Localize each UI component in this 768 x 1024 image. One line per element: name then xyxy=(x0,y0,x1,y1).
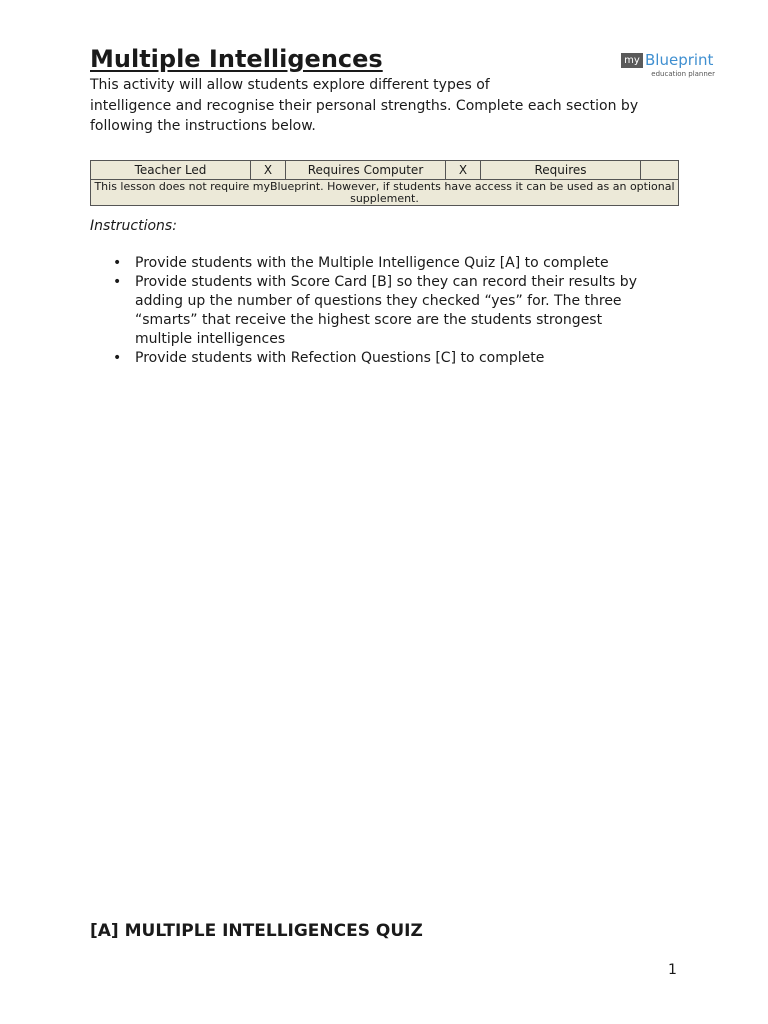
section-heading: [A] MULTIPLE INTELLIGENCES QUIZ xyxy=(90,921,423,941)
intro-line: intelligence and recognise their personal strengths. Complete each section by xyxy=(90,97,639,114)
teacher-led-mark: X xyxy=(251,161,286,180)
list-item-text: Provide students with Score Card [B] so they can record their results by xyxy=(135,274,637,290)
list-item-text: Provide students with the Multiple Intelligence Quiz [A] to complete xyxy=(135,255,609,271)
intro-paragraph xyxy=(90,75,690,137)
list-item-text: Provide students with Refection Questions [C] to complete xyxy=(135,350,545,366)
requires-computer-mark: X xyxy=(446,161,481,180)
bullet-icon: • xyxy=(113,350,122,366)
intro-line: This activity will allow students explore different types of xyxy=(90,77,490,93)
requires-mark xyxy=(641,161,679,180)
page-number: 1 xyxy=(668,962,677,978)
list-item-text: adding up the number of questions they checked “yes” for. The three xyxy=(135,293,622,309)
logo-tagline: education planner xyxy=(651,70,715,78)
list-item xyxy=(90,254,690,273)
list-item-text: multiple intelligences xyxy=(135,331,286,347)
instructions-list xyxy=(90,254,690,368)
instructions-label: Instructions: xyxy=(90,218,177,234)
intro-line: following the instructions below. xyxy=(90,118,316,134)
requires-computer-label: Requires Computer xyxy=(286,161,446,180)
logo-my-box: my xyxy=(621,53,643,68)
list-item xyxy=(90,273,690,349)
requires-label: Requires xyxy=(481,161,641,180)
requirements-table xyxy=(90,160,679,206)
teacher-led-label: Teacher Led xyxy=(91,161,251,180)
list-item xyxy=(90,349,690,368)
logo-brand: Blueprint xyxy=(645,51,714,69)
page-title: Multiple Intelligences xyxy=(90,45,383,73)
requirements-note-row xyxy=(91,180,679,206)
list-item-text: “smarts” that receive the highest score are the students strongest xyxy=(135,312,603,328)
bullet-icon: • xyxy=(113,274,122,290)
requirements-note: This lesson does not require myBlueprint. However, if students have access it can be used as an optional supplement. xyxy=(91,180,679,206)
requirements-row xyxy=(91,161,679,180)
bullet-icon: • xyxy=(113,255,122,271)
